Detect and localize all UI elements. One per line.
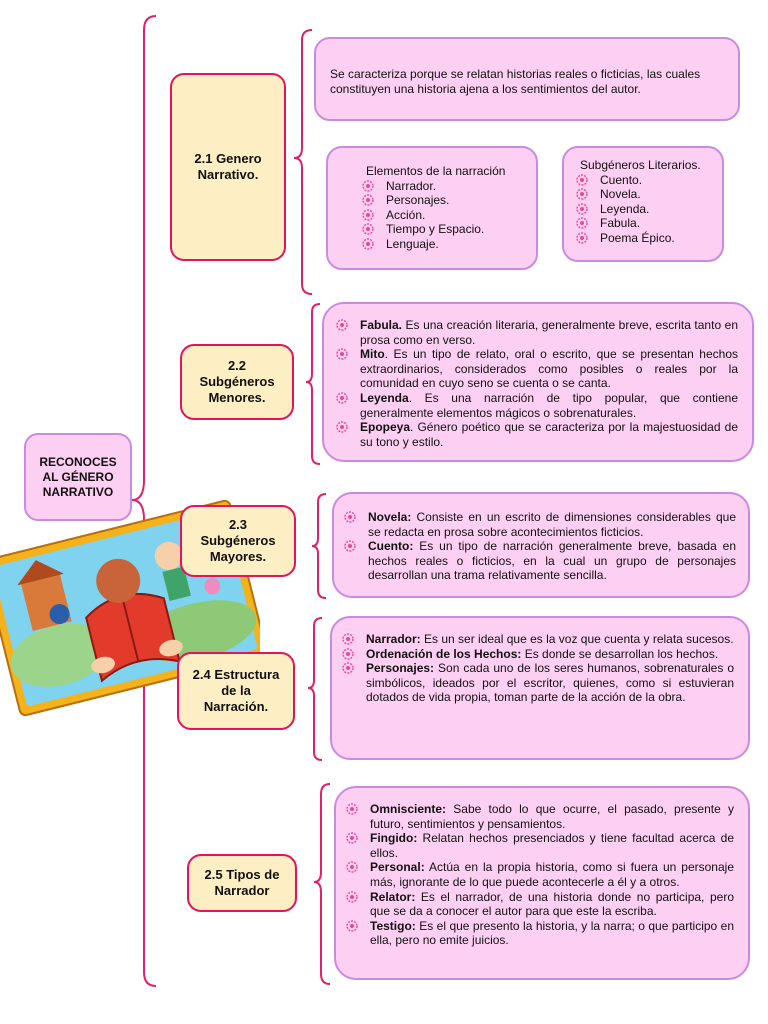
list-item-text: Personajes. [386, 193, 450, 208]
list-item [344, 831, 734, 860]
section2-list [334, 318, 738, 449]
list-item [360, 208, 528, 223]
list-item [360, 222, 528, 237]
section1-subgenres-title: Subgéneros Literarios. [580, 158, 701, 172]
root-label-line1: RECONOCES [39, 454, 117, 469]
section5-label-text: 2.5 Tipos de Narrador [204, 867, 280, 898]
section4-label [177, 652, 295, 730]
item-term: Fabula. [360, 318, 403, 332]
item-term: Novela: [368, 510, 412, 524]
item-description: Es el que presento la historia, y la narra; o que participo en ella, pero no emite juicios. [370, 918, 734, 948]
list-item [360, 179, 528, 194]
list-item-text: Cuento. [600, 172, 643, 187]
item-description: . Género poético que se caracteriza por la majestuosidad de su tono y estilo. [360, 420, 738, 449]
list-item [340, 661, 734, 705]
item-description: Son cada uno de los seres humanos, sobrenaturales o simbólicos, ideados por el escritor, quienes, como si estuvieran dotados de vida propia, toman parte de la acción de la obra. [366, 661, 734, 705]
section3-list [342, 510, 736, 583]
section1-elements-list [360, 179, 528, 252]
list-item [344, 860, 734, 889]
section1-intro-box [314, 37, 740, 121]
swirl-bullet-icon [346, 861, 358, 873]
item-term: Relator: [370, 889, 416, 904]
swirl-bullet-icon [576, 203, 588, 215]
swirl-bullet-icon [362, 238, 374, 250]
item-description: Relatan hechos presenciados y tiene facultad acerca de ellos. [370, 831, 734, 860]
swirl-bullet-icon [362, 194, 374, 206]
swirl-bullet-icon [342, 662, 354, 674]
swirl-bullet-icon [576, 232, 588, 244]
item-description: Sabe todo lo que ocurre, el pasado, presente y futuro, sentimientos y pensamientos. [370, 802, 734, 831]
section4-list [340, 632, 734, 705]
list-item [574, 216, 716, 231]
item-term: Omnisciente: [370, 802, 447, 816]
list-item [360, 193, 528, 208]
section5-label [187, 854, 297, 912]
root-label-line2: AL GÉNERO [42, 469, 114, 484]
swirl-bullet-icon [576, 174, 588, 186]
list-item-text: Narrador. [386, 178, 437, 193]
list-item-text: Tiempo y Espacio. [386, 222, 485, 237]
item-description: Es un tipo de narración generalmente breve, basada en hechos reales o ficticios, en la cual un grupo de personajes desarrollan una trama relativamente sencilla. [368, 539, 736, 583]
section1-elements-box [326, 146, 538, 270]
swirl-bullet-icon [346, 832, 358, 844]
item-term: Epopeya [360, 420, 411, 435]
section3-box [332, 492, 750, 598]
list-item-text: Acción. [386, 207, 426, 222]
item-term: Mito [360, 347, 385, 362]
swirl-bullet-icon [342, 633, 354, 645]
list-item-text: Leyenda. [600, 201, 650, 216]
list-item [574, 173, 716, 188]
item-description: Es donde se desarrollan los hechos. [521, 646, 719, 661]
item-term: Personajes: [366, 661, 435, 676]
item-term: Cuento: [368, 539, 414, 554]
section1-brace [292, 28, 316, 298]
section3-label-text: 2.3 Subgéneros Mayores. [200, 517, 276, 564]
root-label-line3: NARRATIVO [42, 484, 114, 499]
swirl-bullet-icon [342, 648, 354, 660]
list-item-text: Novela. [600, 187, 641, 202]
section4-brace [306, 614, 326, 764]
section2-label [180, 344, 294, 420]
section2-box [322, 302, 754, 462]
swirl-bullet-icon [362, 180, 374, 192]
item-description: . Es una narración de tipo popular, que contiene generalmente elementos mágicos o sobrenaturales. [360, 390, 738, 420]
section5-box [334, 786, 750, 980]
swirl-bullet-icon [336, 348, 348, 360]
list-item [344, 890, 734, 919]
list-item [342, 539, 736, 583]
section5-brace [312, 780, 334, 990]
swirl-bullet-icon [576, 217, 588, 229]
item-term: Testigo: [370, 918, 416, 933]
list-item [574, 202, 716, 217]
swirl-bullet-icon [344, 511, 356, 523]
section1-subgenres-list [574, 173, 716, 246]
swirl-bullet-icon [346, 803, 358, 815]
list-item [334, 391, 738, 420]
item-term: Fingido: [370, 831, 418, 846]
item-description: . Es un tipo de relato, oral o escrito, que se presentan hechos extraordinarios, considerados como posibles o reales por la comunidad en cuyo seno se cuenta o se canta. [360, 347, 738, 391]
item-description: Es el narrador, de una historia donde no participa, pero que se da a conocer el autor para que este la escriba. [370, 889, 734, 919]
section5-list [344, 802, 734, 948]
swirl-bullet-icon [336, 392, 348, 404]
item-description: Actúa en la propia historia, como si fuera un personaje más, ignorante de lo que puede acontecerle a él y a otros. [370, 860, 734, 889]
section3-brace [310, 490, 330, 606]
swirl-bullet-icon [576, 188, 588, 200]
list-item [334, 347, 738, 391]
swirl-bullet-icon [362, 209, 374, 221]
list-item [574, 187, 716, 202]
list-item [340, 632, 734, 647]
list-item [334, 420, 738, 449]
item-term: Narrador: [366, 632, 421, 646]
swirl-bullet-icon [346, 920, 358, 932]
list-item-text: Lenguaje. [386, 236, 439, 251]
item-term: Ordenación de los Hechos: [366, 646, 522, 661]
swirl-bullet-icon [336, 319, 348, 331]
swirl-bullet-icon [336, 421, 348, 433]
section2-brace [304, 300, 324, 470]
list-item [344, 802, 734, 831]
swirl-bullet-icon [362, 223, 374, 235]
swirl-bullet-icon [344, 540, 356, 552]
item-term: Leyenda [360, 390, 409, 405]
list-item [342, 510, 736, 539]
list-item [334, 318, 738, 347]
item-term: Personal: [370, 860, 425, 875]
section1-intro-text: Se caracteriza porque se relatan historias reales o ficticias, las cuales constituyen una historia ajena a los sentimientos del autor. [330, 67, 701, 96]
item-description: Consiste en un escrito de dimensiones considerables que se redacta en prosa sobre acontecimientos ficticios. [368, 510, 736, 539]
section2-label-text: 2.2 Subgéneros Menores. [199, 358, 275, 405]
list-item [360, 237, 528, 252]
list-item [344, 919, 734, 948]
section3-label [180, 505, 296, 577]
section1-subgenres-box [562, 146, 724, 262]
item-description: Es una creación literaria, generalmente breve, escrita tanto en prosa como en verso. [360, 318, 738, 347]
section4-box [330, 616, 750, 760]
section1-label-text: 2.1 Genero Narrativo. [194, 151, 262, 182]
list-item-text: Poema Épico. [600, 230, 675, 245]
item-description: Es un ser ideal que es la voz que cuenta y relata sucesos. [420, 632, 734, 646]
section4-label-text: 2.4 Estructura de la Narración. [192, 667, 280, 714]
list-item-text: Fabula. [600, 216, 641, 231]
section1-label [170, 73, 286, 261]
swirl-bullet-icon [346, 891, 358, 903]
list-item [340, 647, 734, 662]
list-item [574, 231, 716, 246]
section1-elements-title: Elementos de la narración [366, 164, 506, 178]
